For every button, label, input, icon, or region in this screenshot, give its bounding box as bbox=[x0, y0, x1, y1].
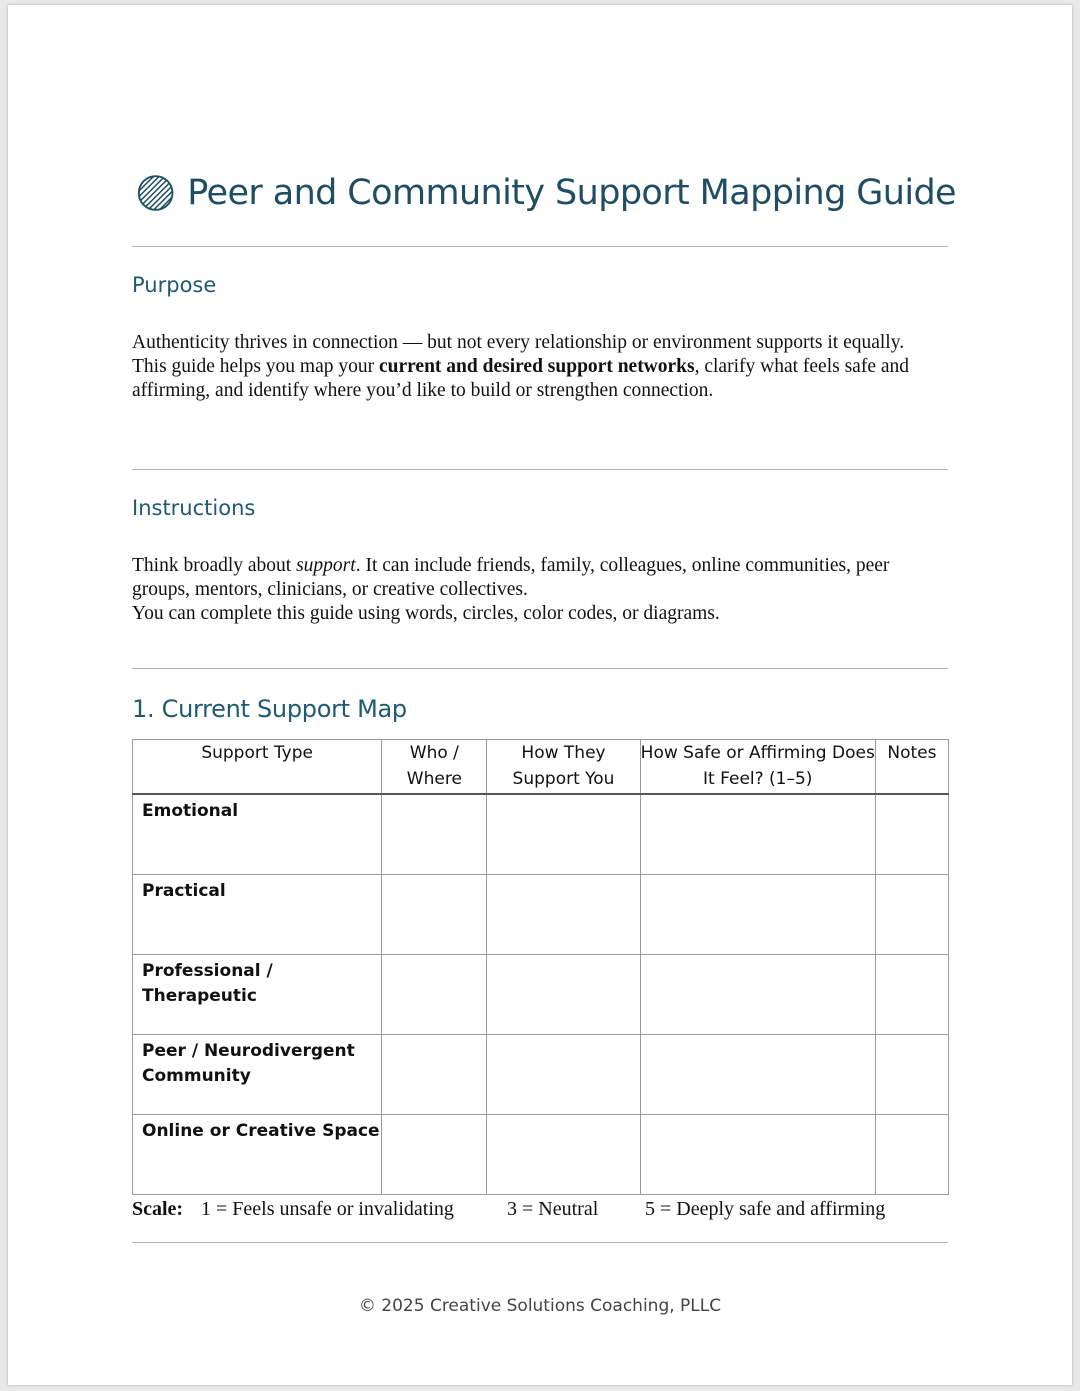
instructions-body bbox=[132, 554, 952, 626]
safety-rating-cell[interactable] bbox=[640, 794, 875, 875]
scale-high: 5 = Deeply safe and affirming bbox=[645, 1198, 886, 1220]
who-where-cell[interactable] bbox=[382, 1035, 487, 1115]
striped-circle-icon bbox=[136, 172, 175, 214]
purpose-line2-bold: current and desired support networks bbox=[378, 356, 695, 377]
purpose-line2 bbox=[132, 355, 952, 403]
divider bbox=[132, 668, 948, 669]
table-row bbox=[133, 1115, 949, 1195]
divider bbox=[132, 1242, 948, 1243]
row-label: Practical bbox=[133, 875, 382, 955]
divider bbox=[132, 246, 948, 247]
safety-rating-cell[interactable] bbox=[640, 955, 875, 1035]
footer-copyright: © 2025 Creative Solutions Coaching, PLLC bbox=[358, 1296, 722, 1316]
safety-rating-cell[interactable] bbox=[640, 875, 875, 955]
scale-label: Scale: bbox=[132, 1198, 184, 1220]
how-support-cell[interactable] bbox=[487, 955, 640, 1035]
row-label: Peer / Neurodivergent Community bbox=[133, 1035, 382, 1115]
notes-cell[interactable] bbox=[875, 1115, 948, 1195]
instructions-line1 bbox=[132, 554, 952, 602]
purpose-line2-pre: This guide helps you map your bbox=[132, 356, 379, 377]
column-header: Support Type bbox=[133, 740, 382, 795]
page-title: Peer and Community Support Mapping Guide bbox=[187, 173, 956, 213]
table-header-row bbox=[133, 740, 949, 795]
document-page bbox=[8, 5, 1072, 1385]
purpose-line2-post: , clarify what feels safe and affirming, and identify where you’d like to build or strengthen connection. bbox=[132, 356, 910, 401]
scale-mid: 3 = Neutral bbox=[507, 1198, 599, 1220]
purpose-heading: Purpose bbox=[132, 273, 217, 297]
row-label: Emotional bbox=[133, 794, 382, 875]
purpose-line1: Authenticity thrives in connection — but not every relationship or environment supports it equally. bbox=[132, 332, 905, 353]
how-support-cell[interactable] bbox=[487, 875, 640, 955]
row-label: Professional / Therapeutic bbox=[133, 955, 382, 1035]
safety-rating-cell[interactable] bbox=[640, 1115, 875, 1195]
table-row bbox=[133, 1035, 949, 1115]
instructions-line1-pre: Think broadly about bbox=[132, 555, 297, 576]
notes-cell[interactable] bbox=[875, 1035, 948, 1115]
how-support-cell[interactable] bbox=[487, 1115, 640, 1195]
column-header: How Safe or Affirming Does It Feel? (1–5) bbox=[640, 740, 875, 795]
divider bbox=[132, 469, 948, 470]
who-where-cell[interactable] bbox=[382, 1115, 487, 1195]
safety-rating-cell[interactable] bbox=[640, 1035, 875, 1115]
instructions-line1-post: . It can include friends, family, colleagues, online communities, peer groups, mentors, clinicians, or creative collectives. bbox=[132, 555, 890, 600]
who-where-cell[interactable] bbox=[382, 875, 487, 955]
notes-cell[interactable] bbox=[875, 875, 948, 955]
section1-heading: 1. Current Support Map bbox=[132, 695, 407, 723]
column-header: Notes bbox=[875, 740, 948, 795]
row-label: Online or Creative Space bbox=[133, 1115, 382, 1195]
instructions-heading: Instructions bbox=[132, 496, 256, 520]
how-support-cell[interactable] bbox=[487, 1035, 640, 1115]
instructions-line2: You can complete this guide using words, circles, color codes, or diagrams. bbox=[132, 603, 720, 624]
column-header: Who / Where bbox=[382, 740, 487, 795]
table-row bbox=[133, 875, 949, 955]
who-where-cell[interactable] bbox=[382, 794, 487, 875]
title-row bbox=[136, 167, 956, 219]
purpose-body bbox=[132, 331, 952, 403]
table-row bbox=[133, 794, 949, 875]
notes-cell[interactable] bbox=[875, 794, 948, 875]
instructions-line1-italic: support bbox=[296, 555, 356, 576]
column-header: How They Support You bbox=[487, 740, 640, 795]
how-support-cell[interactable] bbox=[487, 794, 640, 875]
notes-cell[interactable] bbox=[875, 955, 948, 1035]
table-row bbox=[133, 955, 949, 1035]
support-map-table bbox=[132, 739, 949, 1195]
who-where-cell[interactable] bbox=[382, 955, 487, 1035]
scale-low: 1 = Feels unsafe or invalidating bbox=[201, 1198, 454, 1220]
